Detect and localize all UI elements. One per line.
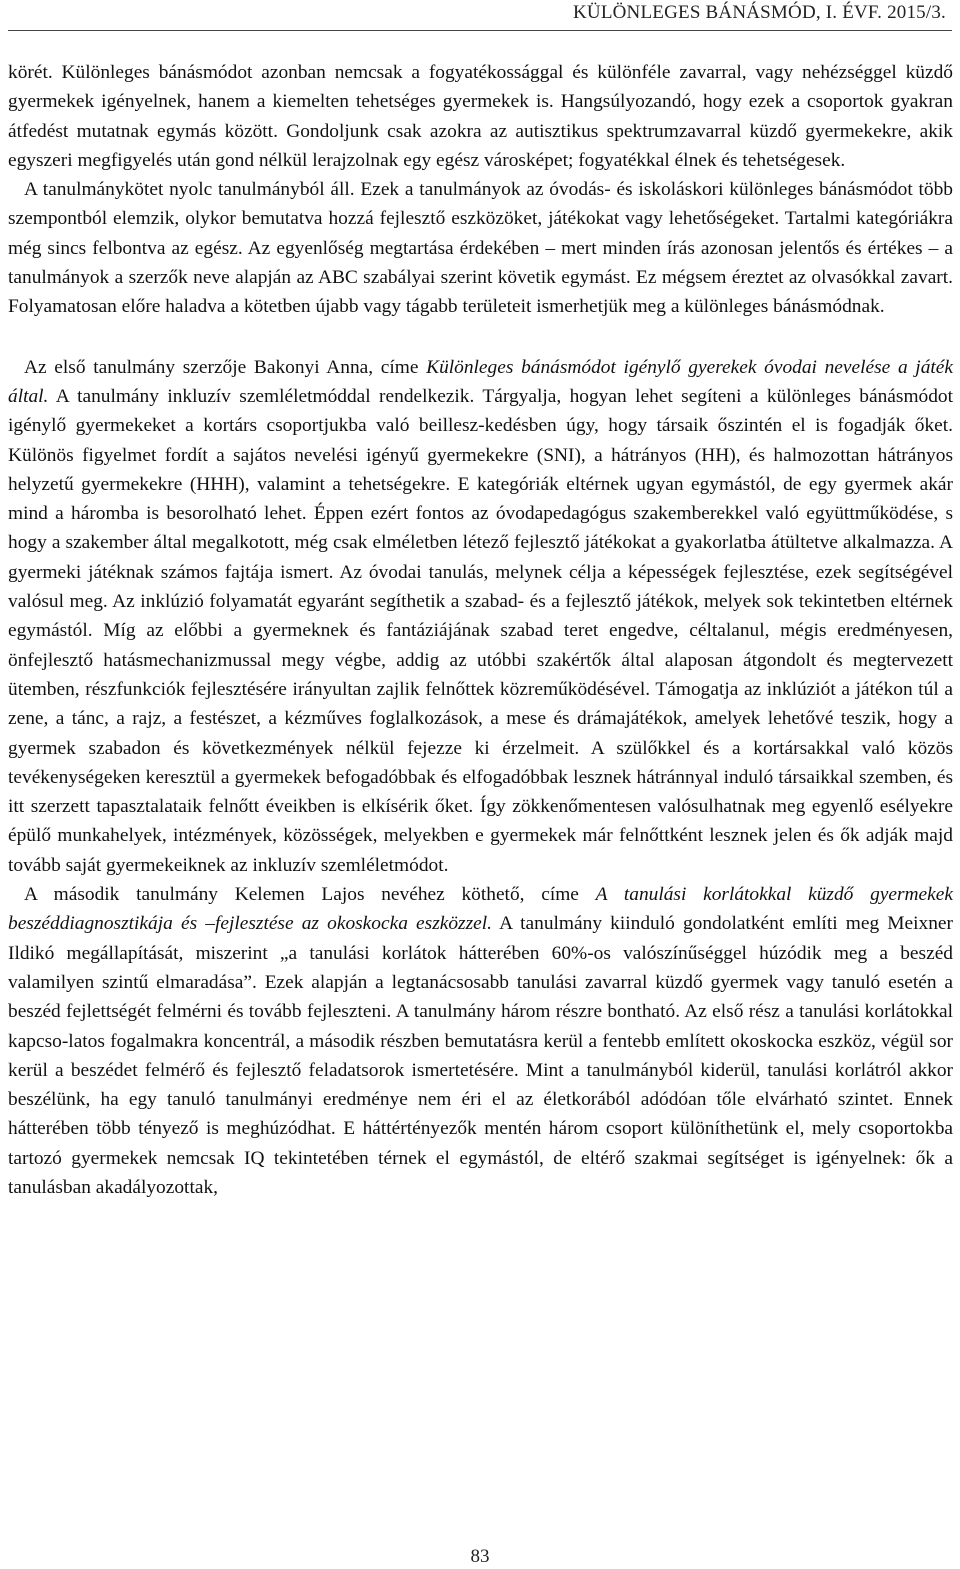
paragraph-second-study-body: A tanulmány kiinduló gondolatként említi meg Meixner Ildikó megállapítását, miszerint „a tanulási korlátok hátterében 60%-os valószínűséggel húzódik meg a beszéd valamilyen szintű elmaradása”. Ezek alapján a legtanácsosabb tanulási zavarral küzdő gyermek vagy tanuló esetén a beszéd fejlettségét felmérni és tovább fejleszteni. A tanulmány három részre bontható. Az első rész a tanulási korlátokkal kapcso-latos fogalmakra koncentrál, a második részben bemutatásra kerül a fentebb említett okoskocka eszköz, végül sor kerül a beszédet felmérő és fejlesztő feladatsorok ismertetésére. Mint a tanulmányból kiderül, tanulási korlátról akkor beszélünk, ha egy tanuló tanulmányi eredménye nem éri el az életkorából adódóan tőle elvárható szintet. Ennek hátterében több tényező is meghúzódhat. E háttértényezők mentén három csoport különíthetünk el, mely csoportokba tartozó gyermekek nemcsak IQ tekintetében térnek el egymástól, de eltérő szakmai segítséget is igényelnek: ők a tanulásban akadályozottak,: [8, 913, 953, 1198]
running-header: KÜLÖNLEGES BÁNÁSMÓD, I. ÉVF. 2015/3.: [572, 2, 946, 23]
paragraph-first-study-lead: Az első tanulmány szerzője Bakonyi Anna, címe: [24, 356, 427, 378]
second-study-title: A tanulási korlátokkal küzdő gyermekek beszéddiagnosztikája és –fejlesztése az okoskocka eszközzel.: [8, 884, 953, 935]
paragraph-volume-overview: A tanulmánykötet nyolc tanulmányból áll. Ezek a tanulmányok az óvodás- és iskoláskori különleges bánásmódot több szempontból elemzik, olykor bemutatva hozzá fejlesztő eszközöket, játékokat vagy lehetőségeket. Tartalmi kategóriákra még sincs felbontva az egész. Az egyenlőség megtartása érdekében – mert minden írás azonosan jelentős és értékes – a tanulmányok a szerzők neve alapján az ABC szabályai szerint követik egymást. Ez mégsem éreztet az olvasókkal zavart. Folyamatosan előre haladva a kötetben újabb vagy tágabb területeit ismerhetjük meg a különleges bánásmódnak.: [8, 179, 953, 318]
paragraph-second-study-lead: A második tanulmány Kelemen Lajos nevéhez köthető, címe: [24, 884, 596, 906]
paragraph-intro-continuation: körét. Különleges bánásmódot azonban nemcsak a fogyatékossággal és különféle zavarral, vagy nehézséggel küzdő gyermekek igényelnek, hanem a kiemelten tehetséges gyermekek is. Hangsúlyozandó, hogy ezek a csoportok gyakran átfedést mutatnak egymás között. Gondoljunk csak azokra az autisztikus spektrumzavarral küzdő gyermekekre, akik egyszeri megfigyelés után gond nélkül lerajzolnak egy egész városképet; fogyatékkal élnek és tehetségesek.: [8, 62, 953, 171]
paragraph-first-study: [8, 353, 953, 880]
paragraph-first-study-body: A tanulmány inkluzív szemléletmóddal rendelkezik. Tárgyalja, hogyan lehet segíteni a különleges bánásmódot igénylő gyermekeket a kortárs csoportjukba való beillesz-kedésben úgy, hogy társaik őszintén el is fogadják őket. Különös figyelmet fordít a sajátos nevelési igényű gyermekekre (SNI), a hátrányos (HH), és halmozottan hátrányos helyzetű gyermekekre (HHH), valamint a tehetségekre. E kategóriák eltérnek ugyan egymástól, de egy gyermek akár mind a háromba is besorolható lehet. Éppen ezért fontos az óvodapedagógus szakemberekkel való együttműködése, s hogy a szakember által megalkotott, még csak elméletben létező fejlesztő játékokat a gyakorlatba átültetve alkalmazza. A gyermeki játéknak számos fajtája ismert. Az óvodai tanulás, melynek célja a képességek fejlesztése, ezek segítségével valósul meg. Az inklúzió folyamatát egyaránt segíthetik a szabad- és a fejlesztő játékok, melyek sok tekintetben eltérnek egymástól. Míg az előbbi a gyermeknek és fantáziájának szabad teret engedve, céltalanul, mégis eredményesen, önfejlesztő hatásmechanizmussal megy végbe, addig az utóbbi szakértők által alaposan átgondolt és megtervezett ütemben, részfunkciók fejlesztésére irányultan zajlik felnőttek közreműködésével. Támogatja az inklúziót a játékon túl a zene, a tánc, a rajz, a festészet, a kézműves foglalkozások, a mese és drámajátékok, amelyek lehetővé teszik, hogy a gyermek szabadon és következmények nélkül fejezze ki érzelmeit. A szülőkkel és a kortársakkal való közös tevékenységeken keresztül a gyermekek befogadóbbak és elfogadóbbak lesznek hátránnyal induló társaikkal szemben, és itt szerzett tapasztalataik felnőtt éveikben is elkísérik őket. Így zökkenőmentesen valósulhatnak meg egyenlő esélyekre épülő munkahelyek, intézmények, közösségek, melyekben e gyermekek már felnőttként lesznek jelen és ők adják majd tovább saját gyermekeiknek az inkluzív szemléletmódot.: [8, 385, 953, 876]
header-divider: [8, 30, 952, 31]
page-number: 83: [470, 1546, 490, 1567]
body-text: [8, 58, 953, 1202]
paragraph-second-study: [8, 880, 953, 1202]
first-study-title: Különleges bánásmódot igénylő gyerekek óvodai nevelése a játék által.: [8, 356, 953, 407]
